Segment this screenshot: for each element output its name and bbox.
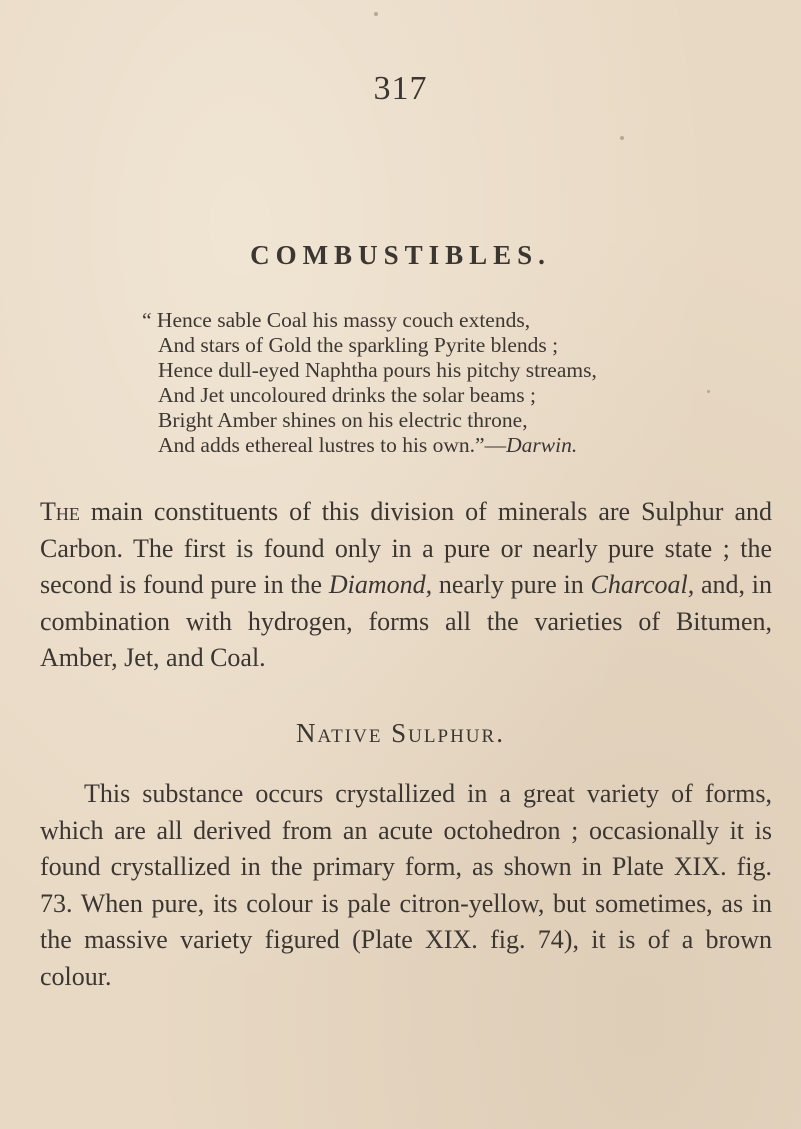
paragraph-lead-word: The	[40, 497, 80, 526]
epigraph-poem	[142, 308, 762, 458]
paper-speck	[374, 12, 378, 16]
poem-line: And stars of Gold the sparkling Pyrite blends ;	[158, 333, 559, 357]
italic-term: Diamond,	[328, 570, 433, 599]
paragraph-text: nearly pure in	[432, 570, 591, 599]
poem-line: “ Hence sable Coal his massy couch extends,	[142, 308, 531, 332]
poem-line: And adds ethereal lustres to his own.”—	[158, 433, 507, 457]
poem-line: Bright Amber shines on his electric throne,	[158, 408, 528, 432]
paragraph-text: main constituents of this division of minerals are Sulphur and Carbon. The first is found only in a pure or nearly pure state ; the second is found pure in the	[40, 497, 772, 599]
paragraph-text: and, in combination with hydrogen, forms all the varieties of Bitumen, Amber, Jet, and Coal.	[40, 570, 772, 672]
italic-term: Charcoal,	[590, 570, 695, 599]
poem-last-line	[158, 433, 762, 458]
page-number: 317	[373, 70, 428, 107]
section-title: COMBUSTIBLES.	[250, 240, 551, 270]
intro-paragraph	[40, 494, 772, 677]
poem-line: And Jet uncoloured drinks the solar beams ;	[158, 383, 536, 407]
poem-line: Hence dull-eyed Naphtha pours his pitchy streams,	[158, 358, 597, 382]
sulphur-paragraph: This substance occurs crystallized in a great variety of forms, which are all derived from an acute octohedron ; occasionally it is found crystallized in the primary form, as shown in Plate XIX. fig. 73. When pure, its colour is pale citron-yellow, but sometimes, as in the massive variety figured (Plate XIX. fig. 74), it is of a brown colour.	[40, 779, 772, 991]
paper-speck	[620, 136, 624, 140]
paper-speck	[707, 390, 710, 393]
subheading: Native Sulphur.	[296, 718, 505, 748]
poem-attribution: Darwin.	[506, 433, 578, 457]
